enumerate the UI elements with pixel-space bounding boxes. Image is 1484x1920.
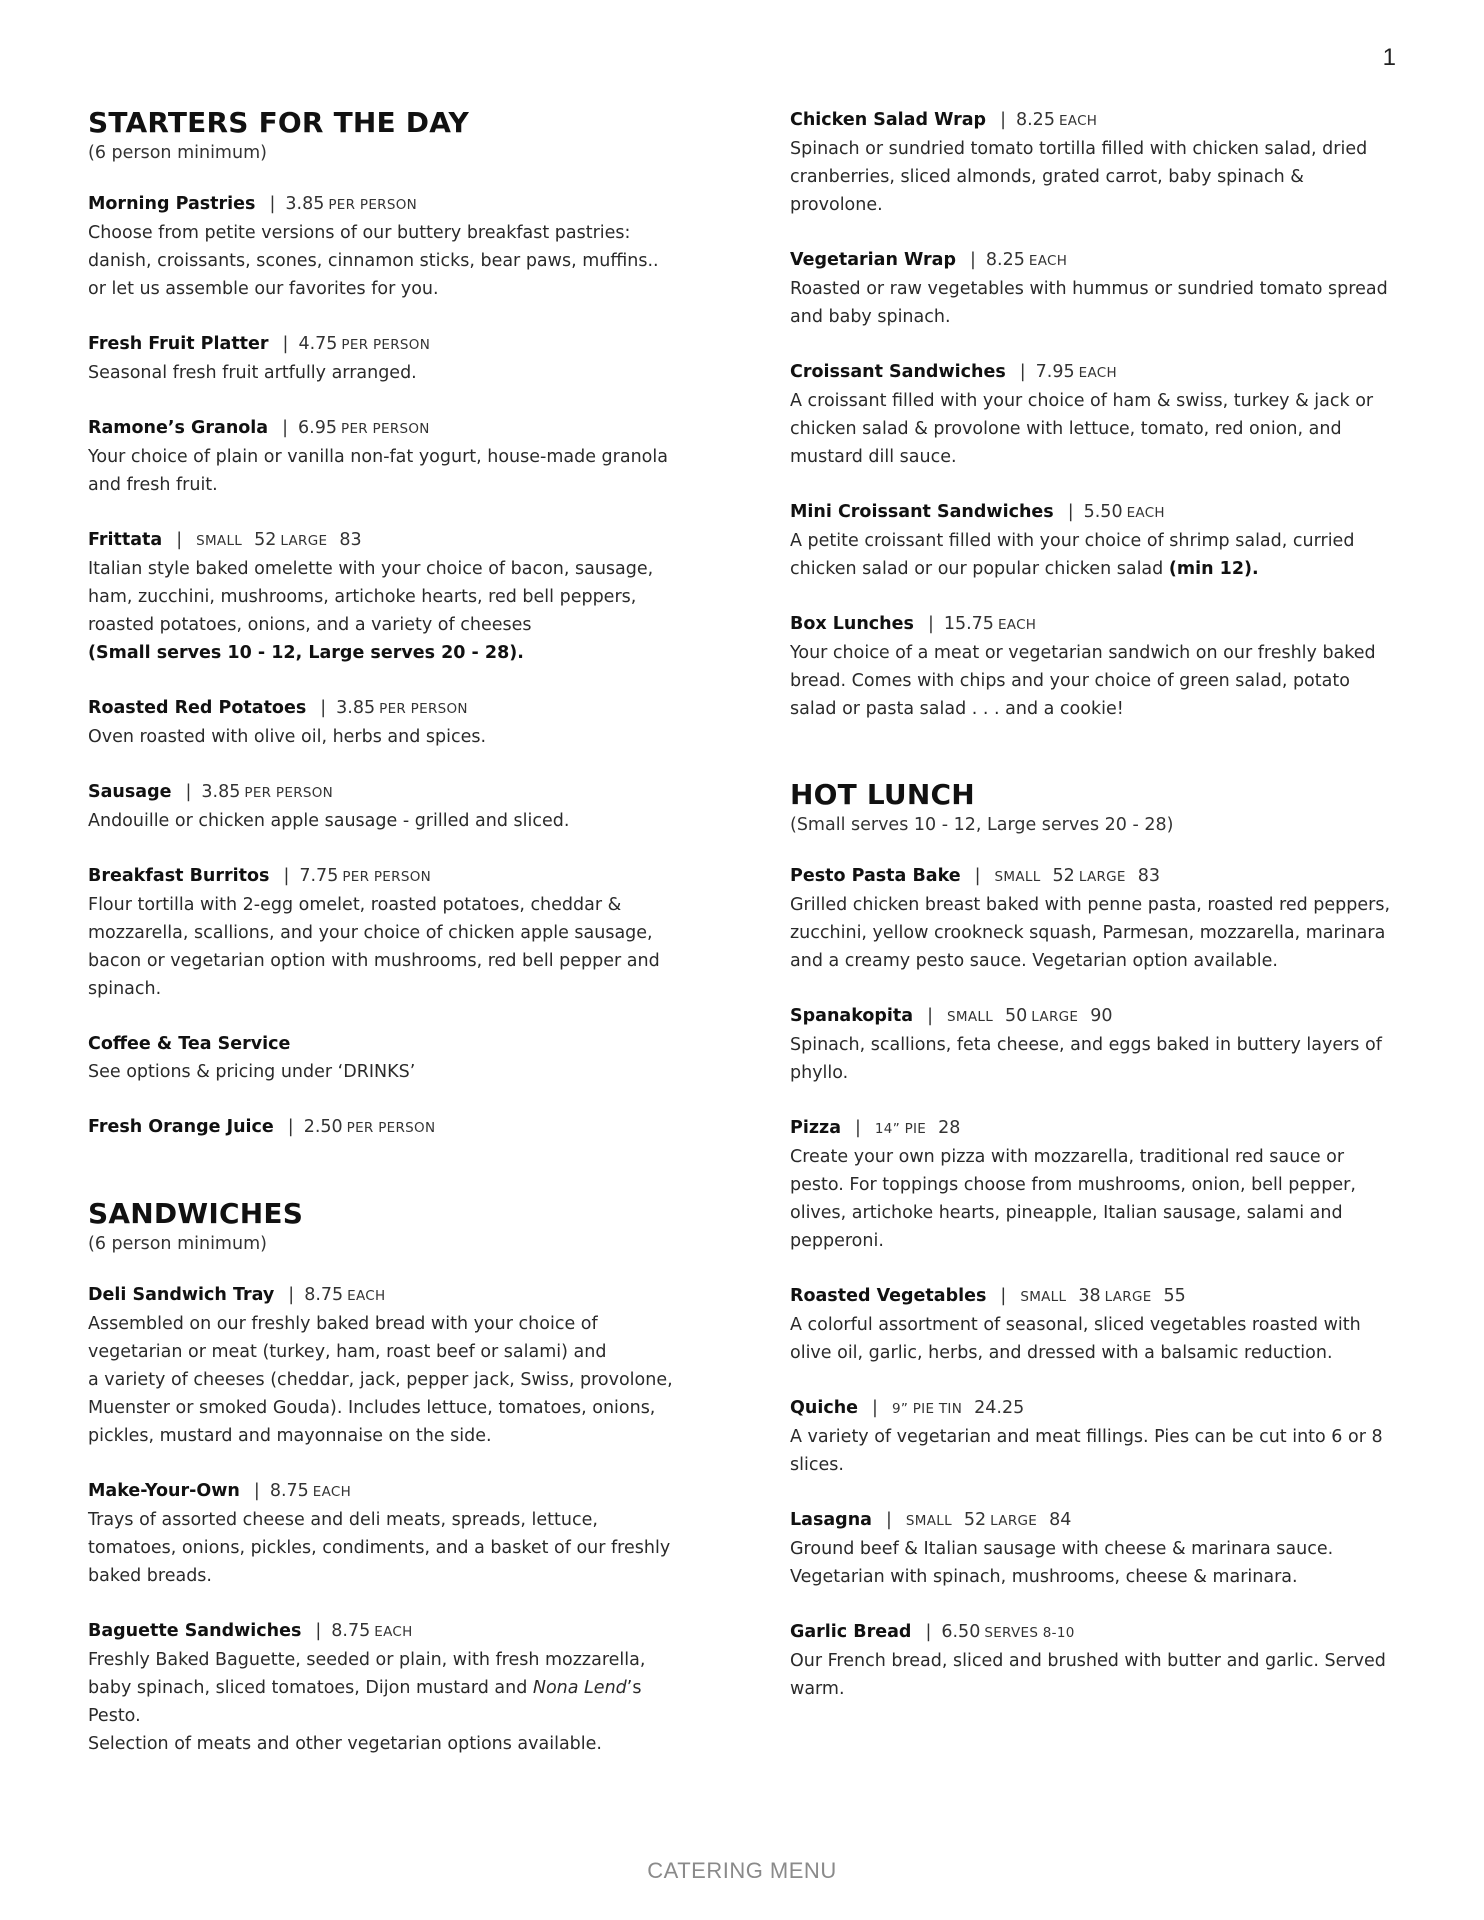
description-text: Roasted or raw vegetables with hummus or sundried tomato spread bbox=[790, 279, 1388, 299]
description-text: Our French bread, sliced and brushed with butter and garlic. Served bbox=[790, 1651, 1386, 1671]
menu-item-description-line bbox=[790, 1059, 1408, 1087]
menu-item-description-line bbox=[88, 359, 708, 387]
price-separator: | bbox=[1000, 110, 1006, 130]
description-text: mustard dill sauce. bbox=[790, 447, 957, 467]
menu-item-description-line bbox=[88, 555, 708, 583]
menu-item-croissant-sandwiches bbox=[790, 358, 1408, 471]
menu-item-description-line bbox=[88, 1058, 708, 1086]
menu-item-description-line bbox=[790, 387, 1408, 415]
menu-item-description-line bbox=[790, 163, 1408, 191]
menu-item-header bbox=[790, 358, 1408, 387]
menu-item-ramone-s-granola bbox=[88, 414, 708, 499]
menu-item-header bbox=[790, 1394, 1408, 1423]
menu-item-description-line bbox=[88, 247, 708, 275]
price-unit: EACH bbox=[1028, 253, 1068, 269]
section-note: (Small serves 10 - 12, Large serves 20 - 28) bbox=[790, 815, 1174, 835]
description-text: olives, artichoke hearts, pineapple, Italian sausage, salami and bbox=[790, 1203, 1343, 1223]
menu-section bbox=[790, 750, 1408, 1703]
menu-item-header bbox=[88, 1477, 708, 1506]
menu-item-header bbox=[790, 106, 1408, 135]
price-value: 6.95 bbox=[298, 418, 337, 438]
menu-item-description-line bbox=[790, 191, 1408, 219]
price-size-label: LARGE bbox=[1031, 1009, 1079, 1025]
menu-item-description-line bbox=[88, 611, 708, 639]
menu-item-header bbox=[790, 1114, 1408, 1143]
price-value: 15.75 bbox=[943, 614, 994, 634]
menu-item-name: Mini Croissant Sandwiches bbox=[790, 502, 1054, 522]
menu-item-frittata bbox=[88, 526, 708, 667]
price-value: 7.75 bbox=[299, 866, 339, 886]
menu-item-description-line bbox=[790, 1647, 1408, 1675]
menu-item-serving-note: (Small serves 10 - 12, Large serves 20 - 28). bbox=[88, 643, 524, 663]
menu-item-description-line bbox=[88, 1422, 708, 1450]
section-title: SANDWICHES bbox=[88, 1197, 304, 1230]
menu-item-name: Lasagna bbox=[790, 1510, 872, 1530]
menu-item-description-line bbox=[790, 639, 1408, 667]
menu-section bbox=[790, 106, 1408, 723]
menu-item-description-line bbox=[88, 1646, 708, 1674]
menu-item-box-lunches bbox=[790, 610, 1408, 723]
price-value: 8.25 bbox=[985, 250, 1025, 270]
menu-item-header bbox=[790, 610, 1408, 639]
menu-item-lasagna bbox=[790, 1506, 1408, 1591]
description-text: Italian style baked omelette with your choice of bacon, sausage, bbox=[88, 559, 654, 579]
price-unit: EACH bbox=[1058, 113, 1098, 129]
menu-item-header bbox=[790, 1506, 1408, 1535]
menu-item-name: Coffee & Tea Service bbox=[88, 1034, 291, 1054]
description-text: tomatoes, onions, pickles, condiments, and a basket of our freshly bbox=[88, 1538, 671, 1558]
menu-item-name: Spanakopita bbox=[790, 1006, 914, 1026]
menu-item-description-line bbox=[790, 1563, 1408, 1591]
menu-item-description-line bbox=[790, 1311, 1408, 1339]
menu-item-spanakopita bbox=[790, 1002, 1408, 1087]
description-text: Flour tortilla with 2-egg omelet, roasted potatoes, cheddar & bbox=[88, 895, 622, 915]
menu-item-make-your-own bbox=[88, 1477, 708, 1590]
description-text: provolone. bbox=[790, 195, 883, 215]
price-value: 84 bbox=[1049, 1510, 1072, 1530]
description-text: ham, zucchini, mushrooms, artichoke hearts, red bell peppers, bbox=[88, 587, 637, 607]
menu-item-fresh-orange-juice bbox=[88, 1113, 708, 1142]
price-separator: | bbox=[927, 1006, 934, 1026]
description-note: (min 12). bbox=[1168, 559, 1259, 579]
description-text: A petite croissant filled with your choice of shrimp salad, curried bbox=[790, 531, 1355, 551]
price-separator: | bbox=[185, 782, 192, 802]
price-separator: | bbox=[176, 530, 183, 550]
menu-item-header bbox=[790, 246, 1408, 275]
price-unit: PER PERSON bbox=[341, 421, 430, 437]
price-unit: EACH bbox=[1126, 505, 1165, 521]
price-unit: SERVES 8-10 bbox=[984, 1625, 1075, 1641]
menu-item-morning-pastries bbox=[88, 190, 708, 303]
menu-item-name: Vegetarian Wrap bbox=[790, 250, 956, 270]
menu-item-description-line bbox=[790, 1423, 1408, 1451]
description-text: zucchini, yellow crookneck squash, Parmesan, mozzarella, marinara bbox=[790, 923, 1386, 943]
description-text: Trays of assorted cheese and deli meats, spreads, lettuce, bbox=[88, 1510, 598, 1530]
menu-item-name: Deli Sandwich Tray bbox=[88, 1285, 275, 1305]
menu-item-name: Roasted Vegetables bbox=[790, 1286, 987, 1306]
menu-item-name: Morning Pastries bbox=[88, 194, 256, 214]
menu-item-deli-sandwich-tray bbox=[88, 1281, 708, 1450]
description-text: warm. bbox=[790, 1679, 845, 1699]
price-separator: | bbox=[253, 1481, 260, 1501]
menu-item-header bbox=[88, 862, 708, 891]
description-text: phyllo. bbox=[790, 1063, 849, 1083]
price-separator: | bbox=[282, 418, 289, 438]
price-value: 3.85 bbox=[336, 698, 376, 718]
price-separator: | bbox=[872, 1398, 878, 1418]
menu-item-fresh-fruit-platter bbox=[88, 330, 708, 387]
menu-item-header bbox=[88, 1113, 708, 1142]
menu-item-description-line bbox=[790, 695, 1408, 723]
menu-item-description-line bbox=[88, 947, 708, 975]
menu-item-description-line bbox=[790, 415, 1408, 443]
price-unit: PER PERSON bbox=[341, 337, 431, 353]
price-separator: | bbox=[315, 1621, 322, 1641]
menu-item-chicken-salad-wrap bbox=[790, 106, 1408, 219]
description-text: Selection of meats and other vegetarian options available. bbox=[88, 1734, 602, 1754]
price-separator: | bbox=[282, 334, 289, 354]
menu-item-description-line bbox=[790, 1031, 1408, 1059]
description-text: Create your own pizza with mozzarella, traditional red sauce or bbox=[790, 1147, 1345, 1167]
menu-item-description-line bbox=[88, 1394, 708, 1422]
section-spacer bbox=[790, 750, 1408, 778]
description-text: See options & pricing under ‘DRINKS’ bbox=[88, 1062, 416, 1082]
price-separator: | bbox=[288, 1285, 295, 1305]
description-text: salad or pasta salad . . . and a cookie! bbox=[790, 699, 1124, 719]
menu-item-description-line bbox=[88, 1310, 708, 1338]
menu-item-description-line bbox=[88, 443, 708, 471]
menu-item-description-line bbox=[88, 583, 708, 611]
menu-item-name: Chicken Salad Wrap bbox=[790, 110, 987, 130]
menu-item-description-line bbox=[790, 303, 1408, 331]
description-text: mozzarella, scallions, and your choice of chicken apple sausage, bbox=[88, 923, 653, 943]
price-value: 5.50 bbox=[1083, 502, 1123, 522]
menu-item-pesto-pasta-bake bbox=[790, 862, 1408, 975]
menu-item-description-line bbox=[88, 891, 708, 919]
menu-item-description-line bbox=[88, 219, 708, 247]
menu-item-name: Sausage bbox=[88, 782, 172, 802]
menu-item-name: Pesto Pasta Bake bbox=[790, 866, 961, 886]
menu-item-name: Ramone’s Granola bbox=[88, 418, 269, 438]
menu-item-description-line bbox=[790, 443, 1408, 471]
menu-item-mini-croissant-sandwiches bbox=[790, 498, 1408, 583]
price-separator: | bbox=[974, 866, 981, 886]
price-separator: | bbox=[969, 250, 976, 270]
description-text: Choose from petite versions of our buttery breakfast pastries: bbox=[88, 223, 631, 243]
menu-item-breakfast-burritos bbox=[88, 862, 708, 1003]
price-value: 8.75 bbox=[304, 1285, 344, 1305]
price-separator: | bbox=[1067, 502, 1074, 522]
description-text: or let us assemble our favorites for you. bbox=[88, 279, 439, 299]
menu-item-header bbox=[88, 1030, 708, 1058]
price-separator: | bbox=[269, 194, 276, 214]
description-text: Muenster or smoked Gouda). Includes lettuce, tomatoes, onions, bbox=[88, 1398, 656, 1418]
description-text: Your choice of plain or vanilla non-fat yogurt, house-made granola bbox=[88, 447, 668, 467]
price-value: 8.75 bbox=[269, 1481, 309, 1501]
description-text: Your choice of a meat or vegetarian sandwich on our freshly baked bbox=[790, 643, 1376, 663]
menu-item-roasted-vegetables bbox=[790, 1282, 1408, 1367]
description-text: cranberries, sliced almonds, grated carrot, baby spinach & bbox=[790, 167, 1304, 187]
price-unit: PER PERSON bbox=[346, 1120, 436, 1136]
page-number: 1 bbox=[1382, 44, 1396, 71]
price-separator: | bbox=[320, 698, 327, 718]
description-text: A variety of vegetarian and meat fillings. Pies can be cut into 6 or 8 bbox=[790, 1427, 1383, 1447]
menu-item-description-line bbox=[88, 1506, 708, 1534]
price-unit: PER PERSON bbox=[379, 701, 468, 717]
menu-item-vegetarian-wrap bbox=[790, 246, 1408, 331]
menu-item-baguette-sandwiches bbox=[88, 1617, 708, 1758]
menu-item-sausage bbox=[88, 778, 708, 835]
menu-item-name: Quiche bbox=[790, 1398, 859, 1418]
menu-section bbox=[88, 106, 708, 1142]
price-unit: EACH bbox=[374, 1624, 413, 1640]
description-text: pesto. For toppings choose from mushrooms, onion, bell pepper, bbox=[790, 1175, 1356, 1195]
description-text: A colorful assortment of seasonal, sliced vegetables roasted with bbox=[790, 1315, 1361, 1335]
menu-item-description-line bbox=[88, 807, 708, 835]
menu-item-description-line bbox=[88, 1562, 708, 1590]
description-text: bacon or vegetarian option with mushrooms, red bell pepper and bbox=[88, 951, 660, 971]
menu-item-description-line bbox=[790, 1171, 1408, 1199]
menu-item-description-line bbox=[790, 1339, 1408, 1367]
menu-item-description-line bbox=[790, 891, 1408, 919]
price-unit: PER PERSON bbox=[328, 197, 418, 213]
price-size-label: LARGE bbox=[990, 1513, 1038, 1529]
price-value: 90 bbox=[1090, 1006, 1113, 1026]
price-value: 83 bbox=[339, 530, 362, 550]
menu-item-name: Baguette Sandwiches bbox=[88, 1621, 302, 1641]
price-size-label: SMALL bbox=[947, 1009, 994, 1025]
description-text: vegetarian or meat (turkey, ham, roast beef or salami) and bbox=[88, 1342, 607, 1362]
description-text: and a creamy pesto sauce. Vegetarian option available. bbox=[790, 951, 1278, 971]
price-size-label: LARGE bbox=[1104, 1289, 1152, 1305]
price-unit: EACH bbox=[312, 1484, 352, 1500]
menu-item-header bbox=[790, 1618, 1408, 1647]
price-value: 28 bbox=[938, 1118, 961, 1138]
section-note: (6 person minimum) bbox=[88, 143, 267, 163]
description-text: Spinach, scallions, feta cheese, and eggs baked in buttery layers of bbox=[790, 1035, 1382, 1055]
description-text: Ground beef & Italian sausage with cheese & marinara sauce. bbox=[790, 1539, 1334, 1559]
price-value: 52 bbox=[1052, 866, 1075, 886]
menu-item-name: Garlic Bread bbox=[790, 1622, 912, 1642]
description-text: Andouille or chicken apple sausage - grilled and sliced. bbox=[88, 811, 570, 831]
description-text: Grilled chicken breast baked with penne pasta, roasted red peppers, bbox=[790, 895, 1391, 915]
menu-item-description-line bbox=[790, 1143, 1408, 1171]
description-text: Seasonal fresh fruit artfully arranged. bbox=[88, 363, 417, 383]
menu-item-description-line bbox=[88, 471, 708, 499]
description-text: Assembled on our freshly baked bread with your choice of bbox=[88, 1314, 598, 1334]
price-separator: | bbox=[287, 1117, 294, 1137]
menu-item-name: Box Lunches bbox=[790, 614, 914, 634]
price-value: 50 bbox=[1005, 1006, 1028, 1026]
description-text: Pesto. bbox=[88, 1706, 141, 1726]
right-column bbox=[790, 106, 1408, 1730]
price-size-label: SMALL bbox=[196, 533, 243, 549]
price-value: 38 bbox=[1078, 1286, 1101, 1306]
price-value: 4.75 bbox=[298, 334, 338, 354]
menu-item-description-line bbox=[88, 275, 708, 303]
price-separator: | bbox=[885, 1510, 892, 1530]
section-note: (6 person minimum) bbox=[88, 1234, 267, 1254]
menu-item-description-line bbox=[88, 1730, 708, 1758]
description-text: pepperoni. bbox=[790, 1231, 884, 1251]
description-text: slices. bbox=[790, 1455, 844, 1475]
description-text: Freshly Baked Baguette, seeded or plain, with fresh mozzarella, bbox=[88, 1650, 646, 1670]
price-unit: PER PERSON bbox=[244, 785, 334, 801]
description-text: A croissant filled with your choice of ham & swiss, turkey & jack or bbox=[790, 391, 1374, 411]
menu-item-header bbox=[88, 190, 708, 219]
menu-item-description-line bbox=[790, 1227, 1408, 1255]
menu-item-name: Roasted Red Potatoes bbox=[88, 698, 307, 718]
menu-item-header bbox=[88, 1617, 708, 1646]
description-text: danish, croissants, scones, cinnamon sticks, bear paws, muffins.. bbox=[88, 251, 659, 271]
menu-item-description-line bbox=[790, 135, 1408, 163]
menu-item-name: Fresh Orange Juice bbox=[88, 1117, 274, 1137]
price-value: 3.85 bbox=[285, 194, 325, 214]
section-title: HOT LUNCH bbox=[790, 778, 975, 811]
menu-item-description-line bbox=[88, 723, 708, 751]
description-text: bread. Comes with chips and your choice of green salad, potato bbox=[790, 671, 1350, 691]
menu-item-header bbox=[790, 498, 1408, 527]
price-value: 8.75 bbox=[331, 1621, 371, 1641]
price-value: 52 bbox=[254, 530, 277, 550]
menu-item-name: Frittata bbox=[88, 530, 163, 550]
menu-section bbox=[88, 1169, 708, 1758]
price-value: 55 bbox=[1163, 1286, 1186, 1306]
description-text: and baby spinach. bbox=[790, 307, 951, 327]
menu-item-description-line bbox=[790, 275, 1408, 303]
price-separator: | bbox=[925, 1622, 932, 1642]
menu-item-description-line bbox=[790, 919, 1408, 947]
menu-item-header bbox=[88, 694, 708, 723]
menu-item-name: Breakfast Burritos bbox=[88, 866, 270, 886]
menu-item-description-line bbox=[790, 667, 1408, 695]
menu-item-header bbox=[88, 330, 708, 359]
menu-item-description-line bbox=[88, 975, 708, 1003]
menu-item-header bbox=[88, 414, 708, 443]
price-size-label: SMALL bbox=[905, 1513, 952, 1529]
menu-item-description-line bbox=[88, 1366, 708, 1394]
price-value: 3.85 bbox=[201, 782, 241, 802]
description-text: and fresh fruit. bbox=[88, 475, 218, 495]
description-text: chicken salad & provolone with lettuce, tomato, red onion, and bbox=[790, 419, 1342, 439]
description-text: spinach. bbox=[88, 979, 162, 999]
price-size-label: LARGE bbox=[280, 533, 328, 549]
price-value: 2.50 bbox=[303, 1117, 343, 1137]
menu-item-description-line: baby spinach, sliced tomatoes, Dijon mustard and Nona Lend’s bbox=[88, 1678, 642, 1698]
menu-item-name: Croissant Sandwiches bbox=[790, 362, 1006, 382]
price-size-label: SMALL bbox=[994, 869, 1041, 885]
price-separator: | bbox=[1000, 1286, 1007, 1306]
footer-title: CATERING MENU bbox=[647, 1858, 837, 1883]
menu-item-header bbox=[790, 1002, 1408, 1031]
left-column bbox=[88, 106, 708, 1785]
description-text: Spinach or sundried tomato tortilla filled with chicken salad, dried bbox=[790, 139, 1368, 159]
price-value: 6.50 bbox=[941, 1622, 981, 1642]
menu-item-header bbox=[790, 862, 1408, 891]
price-value: 52 bbox=[963, 1510, 987, 1530]
section-title: STARTERS FOR THE DAY bbox=[88, 106, 469, 139]
price-value: 8.25 bbox=[1015, 110, 1055, 130]
menu-item-garlic-bread bbox=[790, 1618, 1408, 1703]
price-size-label: 14” PIE bbox=[874, 1121, 927, 1137]
price-unit: EACH bbox=[347, 1288, 386, 1304]
menu-item-description-line bbox=[790, 1535, 1408, 1563]
menu-item-header bbox=[88, 778, 708, 807]
menu-item-description-line bbox=[790, 1675, 1408, 1703]
menu-item-description-line bbox=[790, 555, 1408, 583]
price-value: 24.25 bbox=[974, 1398, 1025, 1418]
description-text: Oven roasted with olive oil, herbs and spices. bbox=[88, 727, 487, 747]
price-value: 7.95 bbox=[1035, 362, 1075, 382]
menu-item-description-line bbox=[790, 527, 1408, 555]
menu-item-description-line bbox=[88, 919, 708, 947]
menu-item-pizza bbox=[790, 1114, 1408, 1255]
menu-item-header bbox=[790, 1282, 1408, 1311]
price-size-label: 9” PIE TIN bbox=[891, 1401, 963, 1417]
menu-item-quiche bbox=[790, 1394, 1408, 1479]
description-text: baked breads. bbox=[88, 1566, 212, 1586]
menu-item-name: Fresh Fruit Platter bbox=[88, 334, 269, 354]
menu-item-description-line bbox=[88, 1702, 708, 1730]
price-size-label: SMALL bbox=[1020, 1289, 1067, 1305]
menu-item-header bbox=[88, 1281, 708, 1310]
description-text: Vegetarian with spinach, mushrooms, cheese & marinara. bbox=[790, 1567, 1298, 1587]
price-value: 83 bbox=[1137, 866, 1161, 886]
price-size-label: LARGE bbox=[1078, 869, 1126, 885]
price-separator: | bbox=[855, 1118, 861, 1138]
description-text: olive oil, garlic, herbs, and dressed with a balsamic reduction. bbox=[790, 1343, 1333, 1363]
section-spacer bbox=[88, 1169, 708, 1197]
price-unit: EACH bbox=[997, 617, 1037, 633]
menu-item-roasted-red-potatoes bbox=[88, 694, 708, 751]
menu-item-description-line bbox=[790, 1199, 1408, 1227]
menu-item-description-line bbox=[88, 1338, 708, 1366]
menu-item-description-line bbox=[88, 1534, 708, 1562]
description-text: roasted potatoes, onions, and a variety of cheeses bbox=[88, 615, 532, 635]
menu-item-description-line bbox=[790, 1451, 1408, 1479]
price-unit: PER PERSON bbox=[342, 869, 432, 885]
price-unit: EACH bbox=[1078, 365, 1117, 381]
menu-item-name: Make-Your-Own bbox=[88, 1481, 240, 1501]
menu-item-name: Pizza bbox=[790, 1118, 842, 1138]
menu-item-coffee-tea-service bbox=[88, 1030, 708, 1086]
description-text: chicken salad or our popular chicken salad bbox=[790, 559, 1164, 579]
menu-item-header bbox=[88, 526, 708, 555]
description-text: a variety of cheeses (cheddar, jack, pepper jack, Swiss, provolone, bbox=[88, 1370, 673, 1390]
price-separator: | bbox=[1019, 362, 1026, 382]
price-separator: | bbox=[283, 866, 290, 886]
menu-item-description-line bbox=[790, 947, 1408, 975]
description-text: pickles, mustard and mayonnaise on the side. bbox=[88, 1426, 492, 1446]
price-separator: | bbox=[927, 614, 934, 634]
